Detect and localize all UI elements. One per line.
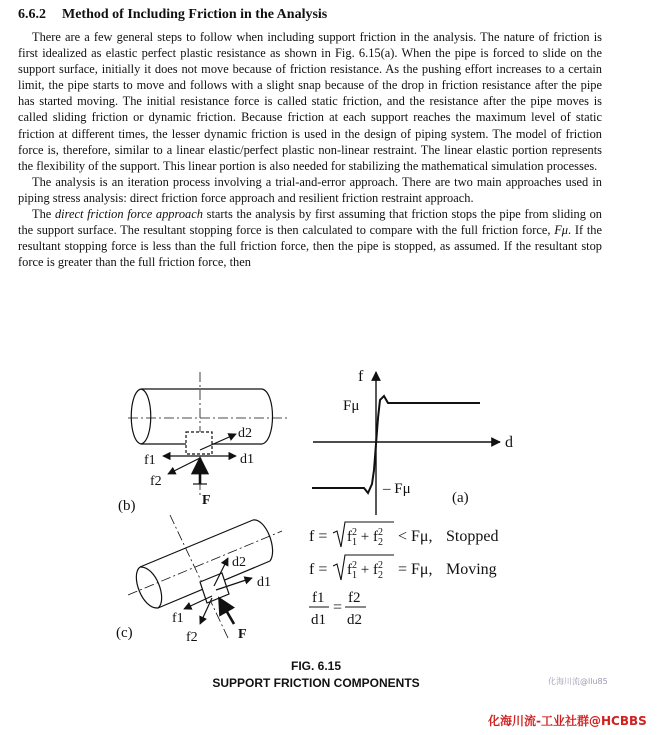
graph-a-negative-level: – Fμ <box>383 481 411 497</box>
diagram-b-pipe-right-end <box>262 389 273 444</box>
eq3-f1: f1 <box>312 590 325 606</box>
eq3-d2: d2 <box>347 612 362 628</box>
watermark-small: 化海川流@llu85 <box>548 677 608 686</box>
graph-a <box>312 368 513 515</box>
eq3-equals: = <box>333 599 343 616</box>
diagram-c <box>116 515 282 645</box>
section-title: Method of Including Friction in the Analysis <box>62 7 328 22</box>
diagram-c-panel-label: (c) <box>116 625 133 641</box>
figure-caption-title: SUPPORT FRICTION COMPONENTS <box>212 676 420 690</box>
paragraph-1 <box>18 29 602 174</box>
diagram-c-support-block <box>200 573 229 603</box>
diagram-c-label-d2: d2 <box>232 555 246 570</box>
diagram-c-f2-arrow <box>200 598 212 624</box>
diagram-c-label-force: F <box>238 627 247 642</box>
equations <box>309 522 498 628</box>
paragraph-text: There are a few general steps to follow when including support friction in the analysis. The nature of friction is first idealized as elastic perfect plastic resistance as shown in Fig. 6.15(a). When the pipe is forced to slide on the support surface, initially it does not move because of friction resistance. As the pushing effort increases to a certain limit, the pipe starts to move and follows with a slight snap because of the drop in friction resistance after the pipe has started moving. The initial resistance force is called static friction, and the resistance after the pipe moves is called sliding friction or dynamic friction. Because friction at each support reaches the maximum level of static friction at different times, the lesser dynamic friction is used in the design of piping system. The model of friction force is, therefore, similar to a linear elastic/perfect plastic non-linear restraint. The linear elastic portion represents the flexibility of the support. This linear portion is also needed for stabilizing the mathematical simulation processes. <box>18 30 602 173</box>
paragraph-text: The analysis is an iteration process involving a trial-and-error approach. There are two main approaches used in piping stress analysis: direct friction force approach and resilient friction restraint approach. <box>18 174 602 205</box>
section-heading <box>18 7 327 23</box>
paragraph-3 <box>18 206 602 270</box>
eq3-f2: f2 <box>348 590 361 606</box>
diagram-c-force-arrow <box>219 598 234 624</box>
diagram-c-pipe-left-end <box>136 567 161 608</box>
graph-a-positive-level: Fμ <box>343 398 360 414</box>
diagram-c-label-d1: d1 <box>257 575 271 590</box>
diagram-b-f2-arrow <box>168 458 200 474</box>
graph-a-y-label: f <box>358 368 364 385</box>
eq3-d1: d1 <box>311 612 326 628</box>
eq1-status: Stopped <box>446 528 499 545</box>
diagram-b-label-d1: d1 <box>240 452 254 467</box>
eq1-radicand: $f^2$ $1 + f^2$ 2 <box>347 527 383 548</box>
diagram-b-pipe-left-end <box>131 389 151 444</box>
diagram-b-panel-label: (b) <box>118 498 136 514</box>
diagram-b-label-f2: f2 <box>150 474 162 489</box>
diagram-b-label-f1: f1 <box>144 453 156 468</box>
diagram-b-label-force: F <box>202 493 211 508</box>
paragraph-2 <box>18 174 602 206</box>
figure-caption-number: FIG. 6.15 <box>290 659 342 673</box>
paragraph-text: The <box>32 207 55 222</box>
eq2-relation: = Fμ, <box>398 561 433 578</box>
eq2-lhs: f = <box>309 561 328 578</box>
graph-a-panel-label: (a) <box>452 490 469 506</box>
italic-term: direct friction force approach <box>54 207 203 222</box>
diagram-c-label-f1: f1 <box>172 611 184 626</box>
eq2-status: Moving <box>446 561 497 578</box>
diagram-b-label-d2: d2 <box>238 426 252 441</box>
section-number: 6.6.2 <box>18 7 46 22</box>
diagram-c-pipe-right-end <box>253 520 273 561</box>
graph-a-friction-curve <box>312 396 480 493</box>
diagram-b-support-block <box>186 432 212 454</box>
graph-a-x-label: d <box>505 434 513 451</box>
paragraph-text: starts the analysis by first assuming that friction stops the pipe from sliding on the support surface. The resultant stopping force is then calculated to compare with the full friction force, <box>18 207 603 238</box>
diagram-c-label-f2: f2 <box>186 630 198 645</box>
paragraph-text: . If the resultant stopping force is less than the full friction force, then the pipe is stopped, as assumed. If the resultant stop force is greater than the full friction force, then <box>18 223 602 270</box>
eq2-radicand: $f^2$ $1 + f^2$ 2 <box>347 560 383 581</box>
watermark-large: 化海川流-工业社群@HCBBS <box>488 714 647 728</box>
italic-symbol: Fμ <box>554 223 569 238</box>
diagram-b <box>118 372 290 514</box>
body-text <box>18 29 602 270</box>
eq1-relation: < Fμ, <box>398 528 433 545</box>
eq1-lhs: f = <box>309 528 328 545</box>
